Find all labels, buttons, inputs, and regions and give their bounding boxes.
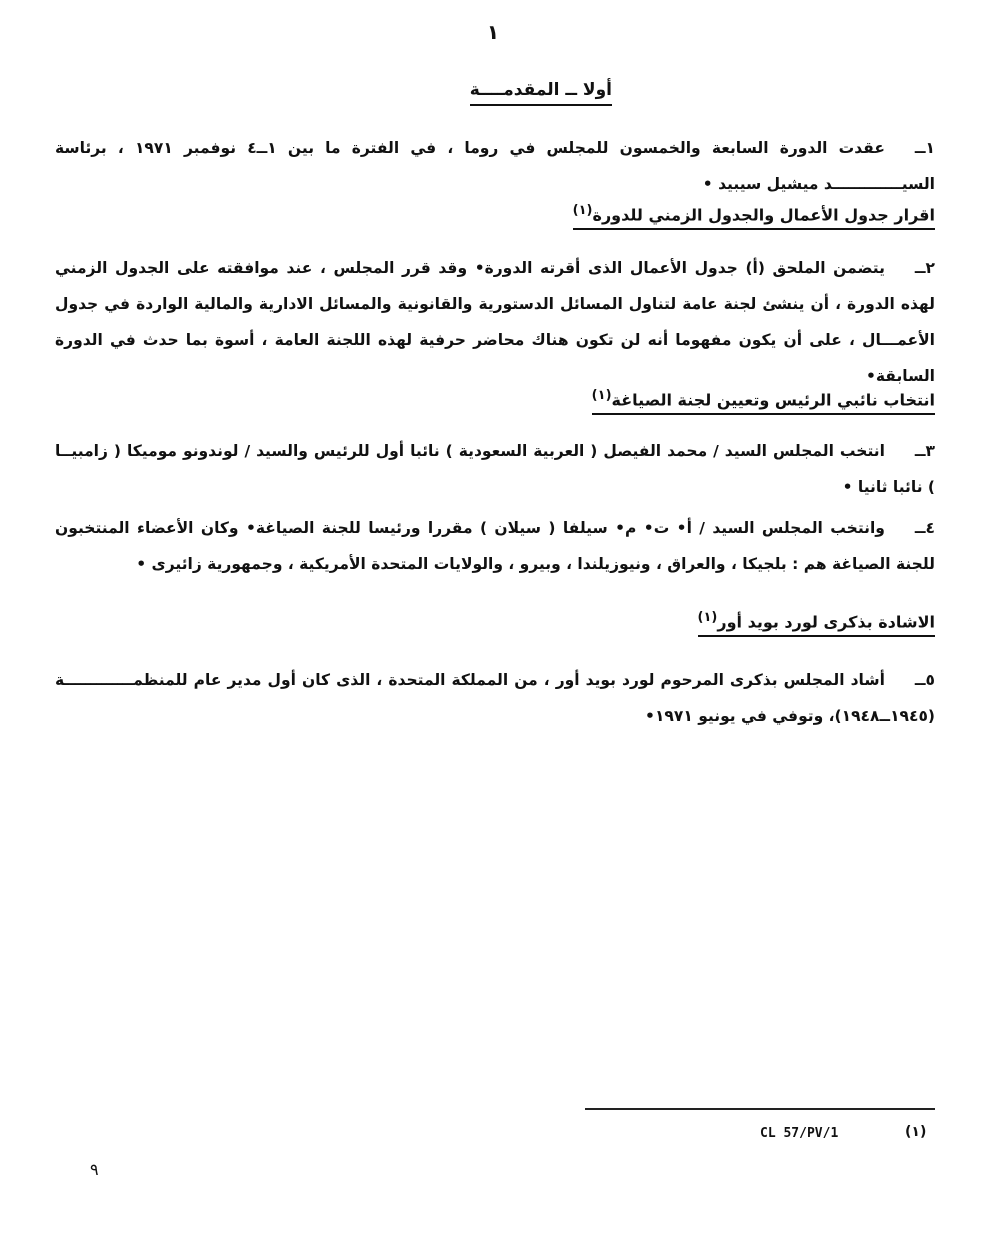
paragraph-5: [55, 662, 935, 734]
section-title-agenda: [573, 203, 935, 230]
footnote-ref: (١): [591, 388, 612, 403]
footnote-divider: [585, 1108, 935, 1110]
footnote-ref: (١): [572, 203, 593, 218]
paragraph-2: [55, 250, 935, 394]
paragraph-1: [55, 130, 935, 202]
section-title-text: انتخاب نائبي الرئيس وتعيين لجنة الصياغة: [611, 390, 935, 410]
paragraph-number: ١ــ: [914, 139, 935, 157]
paragraph-4: [55, 510, 935, 582]
paragraph-text: أشاد المجلس بذكرى المرحوم لورد بويد أور ، من المملكة المتحدة ، الذى كان أول مدير عام للمنظمـــــــــــــة (١٩٤٥ــ١٩٤٨)، وتوفي في يونيو ١٩٧١•: [55, 671, 935, 725]
handwritten-corner-mark: ٩: [90, 1160, 99, 1179]
paragraph-text: وانتخب المجلس السيد / أ• ت• م• سيلفا ( سيلان ) مقررا ورئيسا للجنة الصياغة• وكان الأعضاء المنتخبون للجنة الصياغة هم : بلجيكا ، والعراق ، ونيوزيلندا ، وبيرو ، والولايات المتحدة الأمريكية ، وجمهورية زائيرى •: [55, 519, 935, 573]
section-title-text: الاشادة بذكرى لورد بويد أور: [717, 612, 935, 632]
section-title-tribute: [698, 610, 935, 637]
section-title-text: اقرار جدول الأعمال والجدول الزمني للدورة: [592, 205, 935, 225]
main-title: أولا ــ المقدمــــة: [470, 80, 612, 106]
paragraph-number: ٣ــ: [914, 442, 935, 460]
footnote-document-code: CL 57/PV/1: [760, 1126, 839, 1141]
paragraph-text: انتخب المجلس السيد / محمد الفيصل ( العربية السعودية ) نائبا أول للرئيس والسيد / لوندونو موميكا ( زامبيــا ) نائبا ثانيا •: [55, 442, 935, 496]
paragraph-number: ٢ــ: [914, 259, 935, 277]
paragraph-text: يتضمن الملحق (أ) جدول الأعمال الذى أقرته الدورة• وقد قرر المجلس ، عند موافقته على الجدول الزمني لهذه الدورة ، أن ينشئ لجنة عامة لتناول المسائل الدستورية والقانونية والمسائل الادارية والمالية الواردة في جدول الأعمـــال ، على أن يكون مفهوما أنه لن تكون هناك محاضر حرفية لهذه اللجنة العامة ، أسوة بما حدث في الدورة السابقة•: [55, 259, 935, 385]
footnote-ref: (١): [697, 610, 718, 625]
paragraph-3: [55, 433, 935, 505]
paragraph-number: ٤ــ: [914, 519, 935, 537]
paragraph-text: عقدت الدورة السابعة والخمسون للمجلس في روما ، في الفترة ما بين ١ــ٤ نوفمبر ١٩٧١ ، برئاسة السيـــــــــــــد ميشيل سيبيد •: [55, 139, 935, 193]
page-number: ١: [486, 20, 500, 44]
paragraph-number: ٥ــ: [914, 671, 935, 689]
section-title-election: [592, 388, 935, 415]
footnote-marker: (١): [905, 1124, 927, 1140]
